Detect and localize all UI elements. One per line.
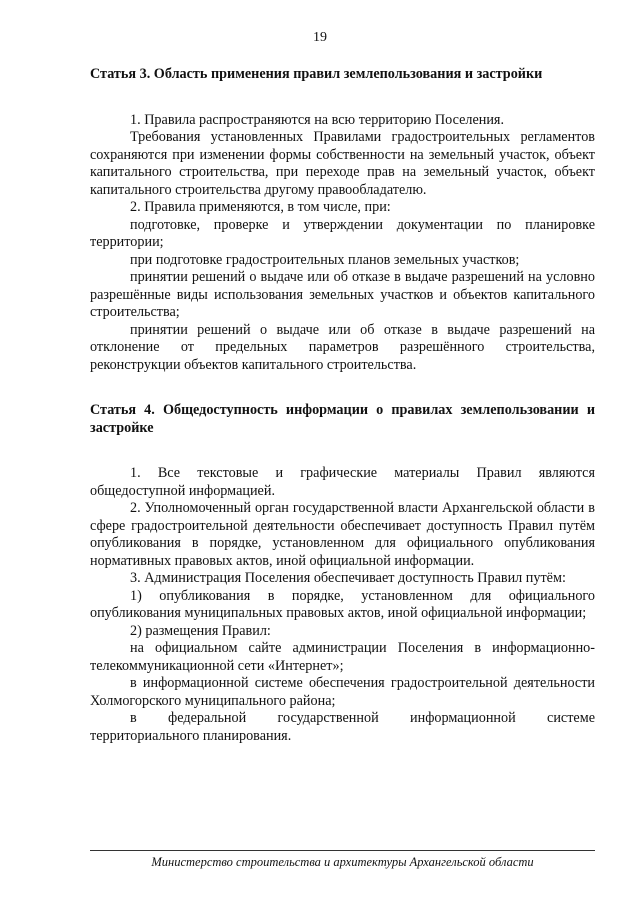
page-footer: Министерство строительства и архитектуры Архангельской области <box>151 855 534 869</box>
article-4-paragraph: 2. Уполномоченный орган государственной власти Архангельской области в сфере градостроительной деятельности обеспечивает доступность Правил путём опубликования в порядке, установленном для официального опубликования нормативных правовых актов, иной официальной информации. <box>90 500 595 569</box>
article-4-paragraph: 1) опубликования в порядке, установленном для официального опубликования муниципальных правовых актов, иной официальной информации; <box>90 587 595 621</box>
article-4-paragraph: 3. Администрация Поселения обеспечивает доступность Правил путём: <box>130 570 566 586</box>
article-4-paragraph: на официальном сайте администрации Поселения в информационно-телекоммуникационной сети «Интернет»; <box>90 640 595 674</box>
article-3-paragraph: подготовке, проверке и утверждении документации по планировке территории; <box>90 216 595 250</box>
article-4-paragraph: в информационной системе обеспечения градостроительной деятельности Холмогорского муниципального района; <box>90 675 595 709</box>
article-3-heading: Статья 3. Область применения правил землепользования и застройки <box>90 66 543 82</box>
article-3-paragraph: 2. Правила применяются, в том числе, при: <box>130 199 391 215</box>
document-body <box>90 66 595 745</box>
article-3-paragraph: Требования установленных Правилами градостроительных регламентов сохраняются при изменении формы собственности на земельный участок, объект капитального строительства, при переходе прав на земельный участок, объект капитального строительства другому правообладателю. <box>90 129 595 198</box>
article-3-paragraph: 1. Правила распространяются на всю территорию Поселения. <box>130 111 505 128</box>
article-4-paragraph: в федеральной государственной информационной системе территориального планирования. <box>90 710 595 744</box>
article-3-paragraph: принятии решений о выдаче или об отказе в выдаче разрешений на условно разрешённые виды использования земельных участков и объектов капитального строительства; <box>90 269 595 320</box>
article-3-paragraph: принятии решений о выдаче или об отказе в выдаче разрешений на отклонение от предельных параметров разрешённого строительства, реконструкции объектов капитального строительства. <box>90 321 595 373</box>
article-4-paragraph: 1. Все текстовые и графические материалы Правил являются общедоступной информацией. <box>90 465 595 499</box>
article-4-paragraph: 2) размещения Правил: <box>130 622 271 639</box>
page-number: 19 <box>313 30 327 45</box>
article-4-heading: Статья 4. Общедоступность информации о правилах землепользовании и застройке <box>90 402 595 436</box>
footer-divider <box>90 850 595 851</box>
article-3-paragraph: при подготовке градостроительных планов земельных участков; <box>130 251 520 268</box>
